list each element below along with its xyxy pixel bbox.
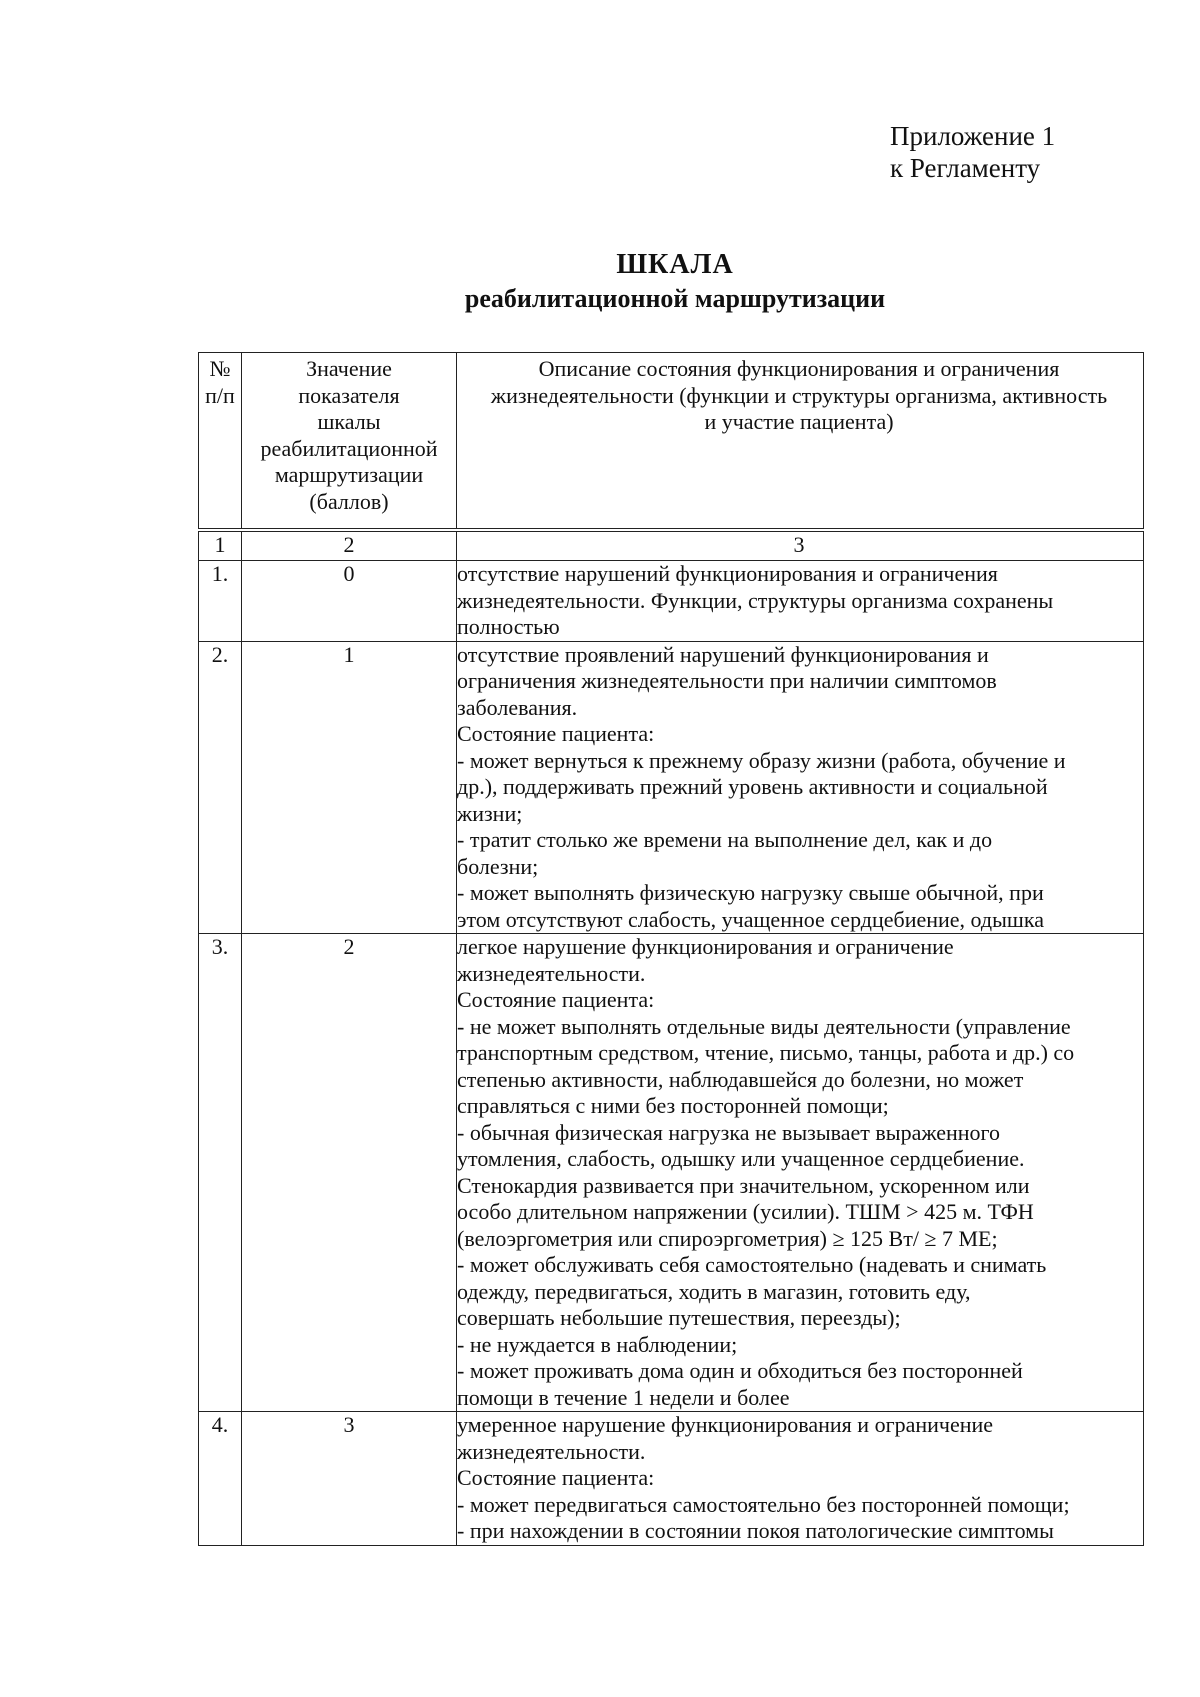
header-number-line: п/п: [205, 382, 235, 408]
description-line: - может выполнять физическую нагрузку свыше обычной, при: [457, 880, 1044, 905]
description-line: утомления, слабость, одышку или учащенное сердцебиение.: [457, 1146, 1025, 1171]
description-line: Состояние пациента:: [457, 721, 655, 746]
row-description: [457, 1412, 1144, 1546]
description-line: Состояние пациента:: [457, 987, 655, 1012]
description-line: заболевания.: [457, 694, 578, 720]
row-description: [457, 934, 1144, 1412]
header-value-line: маршрутизации: [274, 462, 424, 487]
header-value-line: шкалы: [317, 409, 381, 434]
description-line: жизнедеятельности.: [457, 1438, 646, 1464]
appendix-note: [890, 120, 1055, 184]
description-line: этом отсутствуют слабость, учащенное сердцебиение, одышка: [457, 906, 1044, 932]
description-line: болезни;: [457, 853, 539, 879]
scale-table-container: [198, 352, 1144, 1546]
row-description: [457, 641, 1144, 934]
header-description: [457, 353, 1144, 531]
description-line: - тратит столько же времени на выполнение дел, как и до: [457, 827, 993, 852]
table-row: [199, 561, 1144, 642]
header-number-line: №: [209, 356, 231, 381]
description-line: отсутствие нарушений функционирования и ограничения: [457, 561, 998, 586]
description-line: жизни;: [457, 800, 523, 826]
row-value: 3: [242, 1412, 457, 1546]
row-number: 3.: [199, 934, 242, 1412]
description-line: жизнедеятельности. Функции, структуры организма сохранены: [457, 587, 1054, 613]
description-line: Состояние пациента:: [457, 1465, 655, 1490]
description-line: - может вернуться к прежнему образу жизни (работа, обучение и: [457, 747, 1066, 773]
description-line: помощи в течение 1 недели и более: [457, 1384, 790, 1410]
description-line: - при нахождении в состоянии покоя патологические симптомы: [457, 1518, 1054, 1543]
title-main: ШКАЛА: [616, 249, 734, 280]
row-number: 1.: [199, 561, 242, 642]
title-subtitle: реабилитационной маршрутизации: [464, 284, 886, 313]
description-line: - не может выполнять отдельные виды деятельности (управление: [457, 1013, 1071, 1039]
header-value-line: реабилитационной: [260, 435, 438, 461]
column-number-row: [199, 530, 1144, 561]
header-value-line: показателя: [298, 382, 400, 408]
description-line: транспортным средством, чтение, письмо, танцы, работа и др.) со: [457, 1040, 1075, 1065]
description-line: жизнедеятельности.: [457, 960, 646, 986]
description-line: отсутствие проявлений нарушений функционирования и: [457, 641, 989, 667]
description-line: - может обслуживать себя самостоятельно (надевать и снимать: [457, 1252, 1047, 1277]
header-value-line: Значение: [306, 356, 392, 381]
description-line: - может передвигаться самостоятельно без посторонней помощи;: [457, 1491, 1070, 1517]
description-line: др.), поддерживать прежний уровень активности и социальной: [457, 774, 1048, 799]
header-description-line: жизнедеятельности (функции и структуры организма, активность: [490, 382, 1108, 408]
document-title: [0, 248, 1200, 316]
header-description-line: и участие пациента): [704, 409, 894, 434]
description-line: - обычная физическая нагрузка не вызывает выраженного: [457, 1119, 1001, 1145]
row-description: [457, 561, 1144, 642]
description-line: полностью: [457, 614, 560, 639]
row-number: 2.: [199, 641, 242, 934]
table-row: [199, 1412, 1144, 1546]
description-line: степенью активности, наблюдавшейся до болезни, но может: [457, 1066, 1024, 1092]
row-value: 1: [242, 641, 457, 934]
description-line: одежду, передвигаться, ходить в магазин, готовить еду,: [457, 1278, 971, 1304]
description-line: - может проживать дома один и обходиться без посторонней: [457, 1358, 1023, 1383]
description-line: легкое нарушение функционирования и ограничение: [457, 934, 954, 959]
description-line: - не нуждается в наблюдении;: [457, 1331, 738, 1357]
column-number: 1: [199, 530, 242, 561]
row-value: 0: [242, 561, 457, 642]
appendix-line-1: Приложение 1: [890, 121, 1056, 151]
table-row: [199, 641, 1144, 934]
header-value-line: (баллов): [309, 488, 389, 514]
row-value: 2: [242, 934, 457, 1412]
row-number: 4.: [199, 1412, 242, 1546]
table-header-row: [199, 353, 1144, 531]
description-line: ограничения жизнедеятельности при наличии симптомов: [457, 668, 997, 693]
appendix-line-2: к Регламенту: [890, 153, 1041, 183]
description-line: справляться с ними без посторонней помощи;: [457, 1093, 889, 1118]
scale-table: [198, 352, 1144, 1546]
description-line: Стенокардия развивается при значительном, ускоренном или: [457, 1172, 1030, 1198]
column-number: 2: [242, 530, 457, 561]
description-line: особо длительном напряжении (усилии). ТШМ > 425 м. ТФН: [457, 1199, 1034, 1224]
header-number: [199, 353, 242, 531]
description-line: совершать небольшие путешествия, переезды);: [457, 1305, 901, 1330]
column-number: 3: [457, 530, 1144, 561]
header-description-line: Описание состояния функционирования и ограничения: [538, 356, 1060, 381]
header-value: [242, 353, 457, 531]
description-line: (велоэргометрия или спироэргометрия) ≥ 125 Вт/ ≥ 7 МЕ;: [457, 1225, 998, 1251]
description-line: умеренное нарушение функционирования и ограничение: [457, 1412, 994, 1437]
table-row: [199, 934, 1144, 1412]
